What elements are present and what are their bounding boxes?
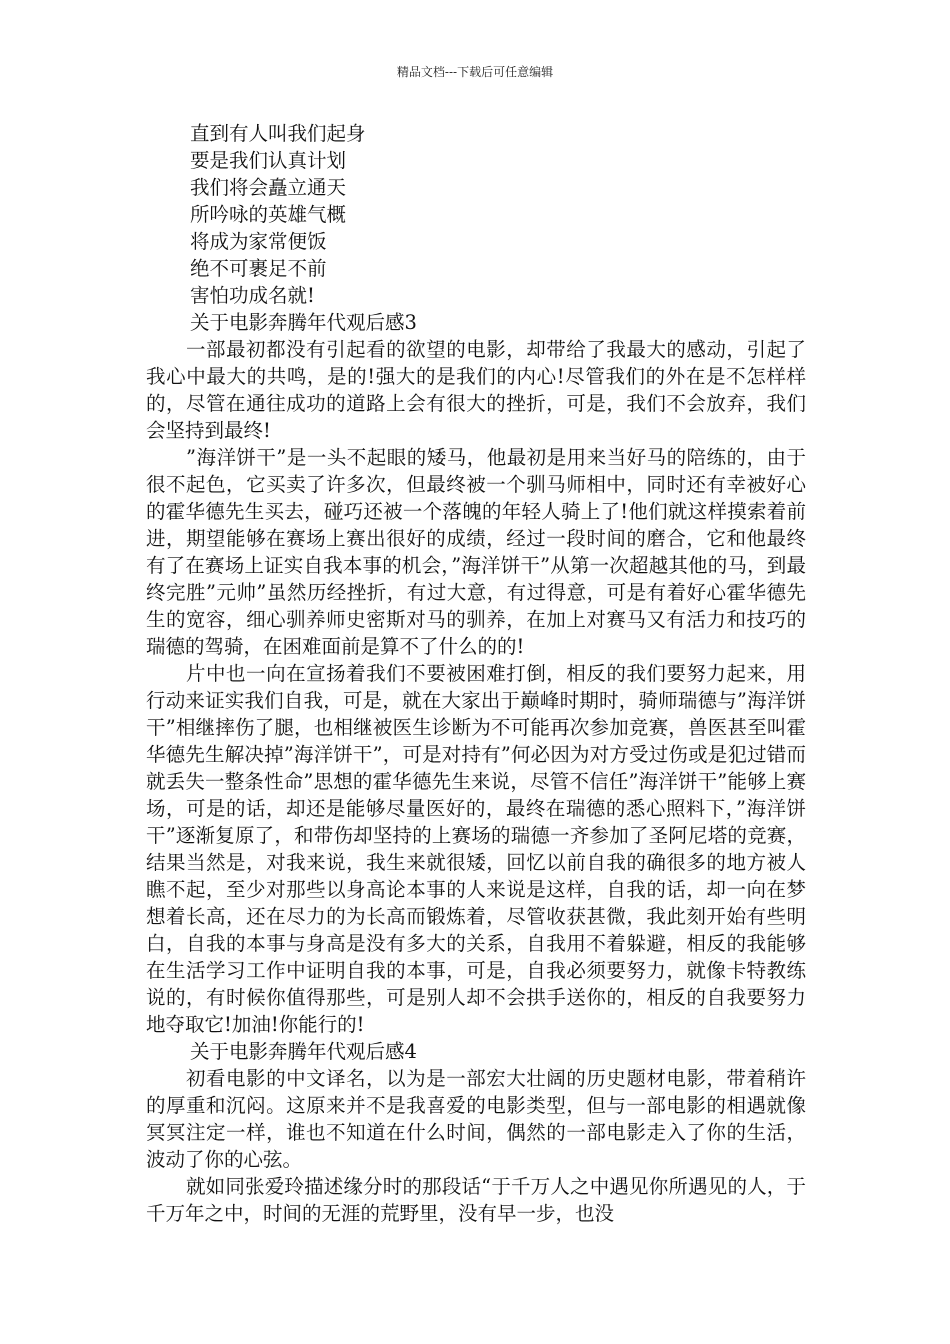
section-heading: 关于电影奔腾年代观后感4 <box>190 1040 417 1063</box>
poem-line: 所吟咏的英雄气概 <box>190 203 347 226</box>
paragraph: 片中也一向在宣扬着我们不要被困难打倒，相反的我们要努力起来，用行动来证实我们自我，可是，就在大家出于巅峰时期时，骑师瑞德与”海洋饼干”相继摔伤了腿，也相继被医生诊断为不可能再次参加竞赛，兽医甚至叫霍华德先生解决掉”海洋饼干”，可是对持有”何必因为对方受过伤或是犯过错而就丢失一整条性命”思想的霍华德先生来说，尽管不信任”海洋饼干”能够上赛场，可是的话，却还是能够尽量医好的，最终在瑞德的悉心照料下，”海洋饼干”逐渐复原了，和带伤却坚持的上赛场的瑞德一齐参加了圣阿尼塔的竞赛，结果当然是，对我来说，我生来就很矮，回忆以前自我的确很多的地方被人瞧不起，至少对那些以身高论本事的人来说是这样，自我的话，却一向在梦想着长高，还在尽力的为长高而锻炼着，尽管收获甚微，我此刻开始有些明白，自我的本事与身高是没有多大的关系，自我用不着躲避，相反的我能够在生活学习工作中证明自我的本事，可是，自我必须要努力，就像卡特教练说的，有时候你值得那些，可是别人却不会拱手送你的，相反的自我要努力地夺取它!加油!你能行的! <box>146 662 806 1036</box>
paragraph: 一部最初都没有引起看的欲望的电影，却带给了我最大的感动，引起了我心中最大的共鸣，是的!强大的是我们的内心!尽管我们的外在是不怎样样的，尽管在通往成功的道路上会有很大的挫折，可是，我们不会放弃，我们会坚持到最终! <box>146 338 806 442</box>
poem-block <box>146 120 806 309</box>
section-3 <box>146 309 806 1038</box>
section-heading: 关于电影奔腾年代观后感3 <box>190 311 417 334</box>
poem-line: 害怕功成名就! <box>190 284 315 307</box>
page-header: 精品文档---下载后可任意编辑 <box>396 65 554 79</box>
poem-line: 直到有人叫我们起身 <box>190 122 366 145</box>
document-body <box>146 120 806 1227</box>
paragraph: 就如同张爱玲描述缘分时的那段话“于千万人之中遇见你所遇见的人，于千万年之中，时间的无涯的荒野里，没有早一步，也没 <box>146 1175 806 1225</box>
section-4 <box>146 1038 806 1227</box>
poem-line: 我们将会矗立通天 <box>190 176 347 199</box>
paragraph: ”海洋饼干”是一头不起眼的矮马，他最初是用来当好马的陪练的，由于很不起色，它买卖了许多次，但最终被一个驯马师相中，同时还有幸被好心的霍华德先生买去，碰巧还被一个落魄的年轻人骑上了!他们就这样摸索着前进，期望能够在赛场上赛出很好的成绩，经过一段时间的磨合，它和他最终有了在赛场上证实自我本事的机会，”海洋饼干”从第一次超越其他的马，到最终完胜”元帅”虽然历经挫折，有过大意，有过得意，可是有着好心霍华德先生的宽容，细心驯养师史密斯对马的驯养，在加上对赛马又有活力和技巧的瑞德的驾骑，在困难面前是算不了什么的的! <box>146 446 806 658</box>
poem-line: 绝不可裹足不前 <box>190 257 327 280</box>
poem-line: 要是我们认真计划 <box>190 149 347 172</box>
paragraph: 初看电影的中文译名，以为是一部宏大壮阔的历史题材电影，带着稍许的厚重和沉闷。这原来并不是我喜爱的电影类型，但与一部电影的相遇就像冥冥注定一样，谁也不知道在什么时间，偶然的一部电影走入了你的生活，波动了你的心弦。 <box>146 1067 806 1171</box>
poem-line: 将成为家常便饭 <box>190 230 327 253</box>
